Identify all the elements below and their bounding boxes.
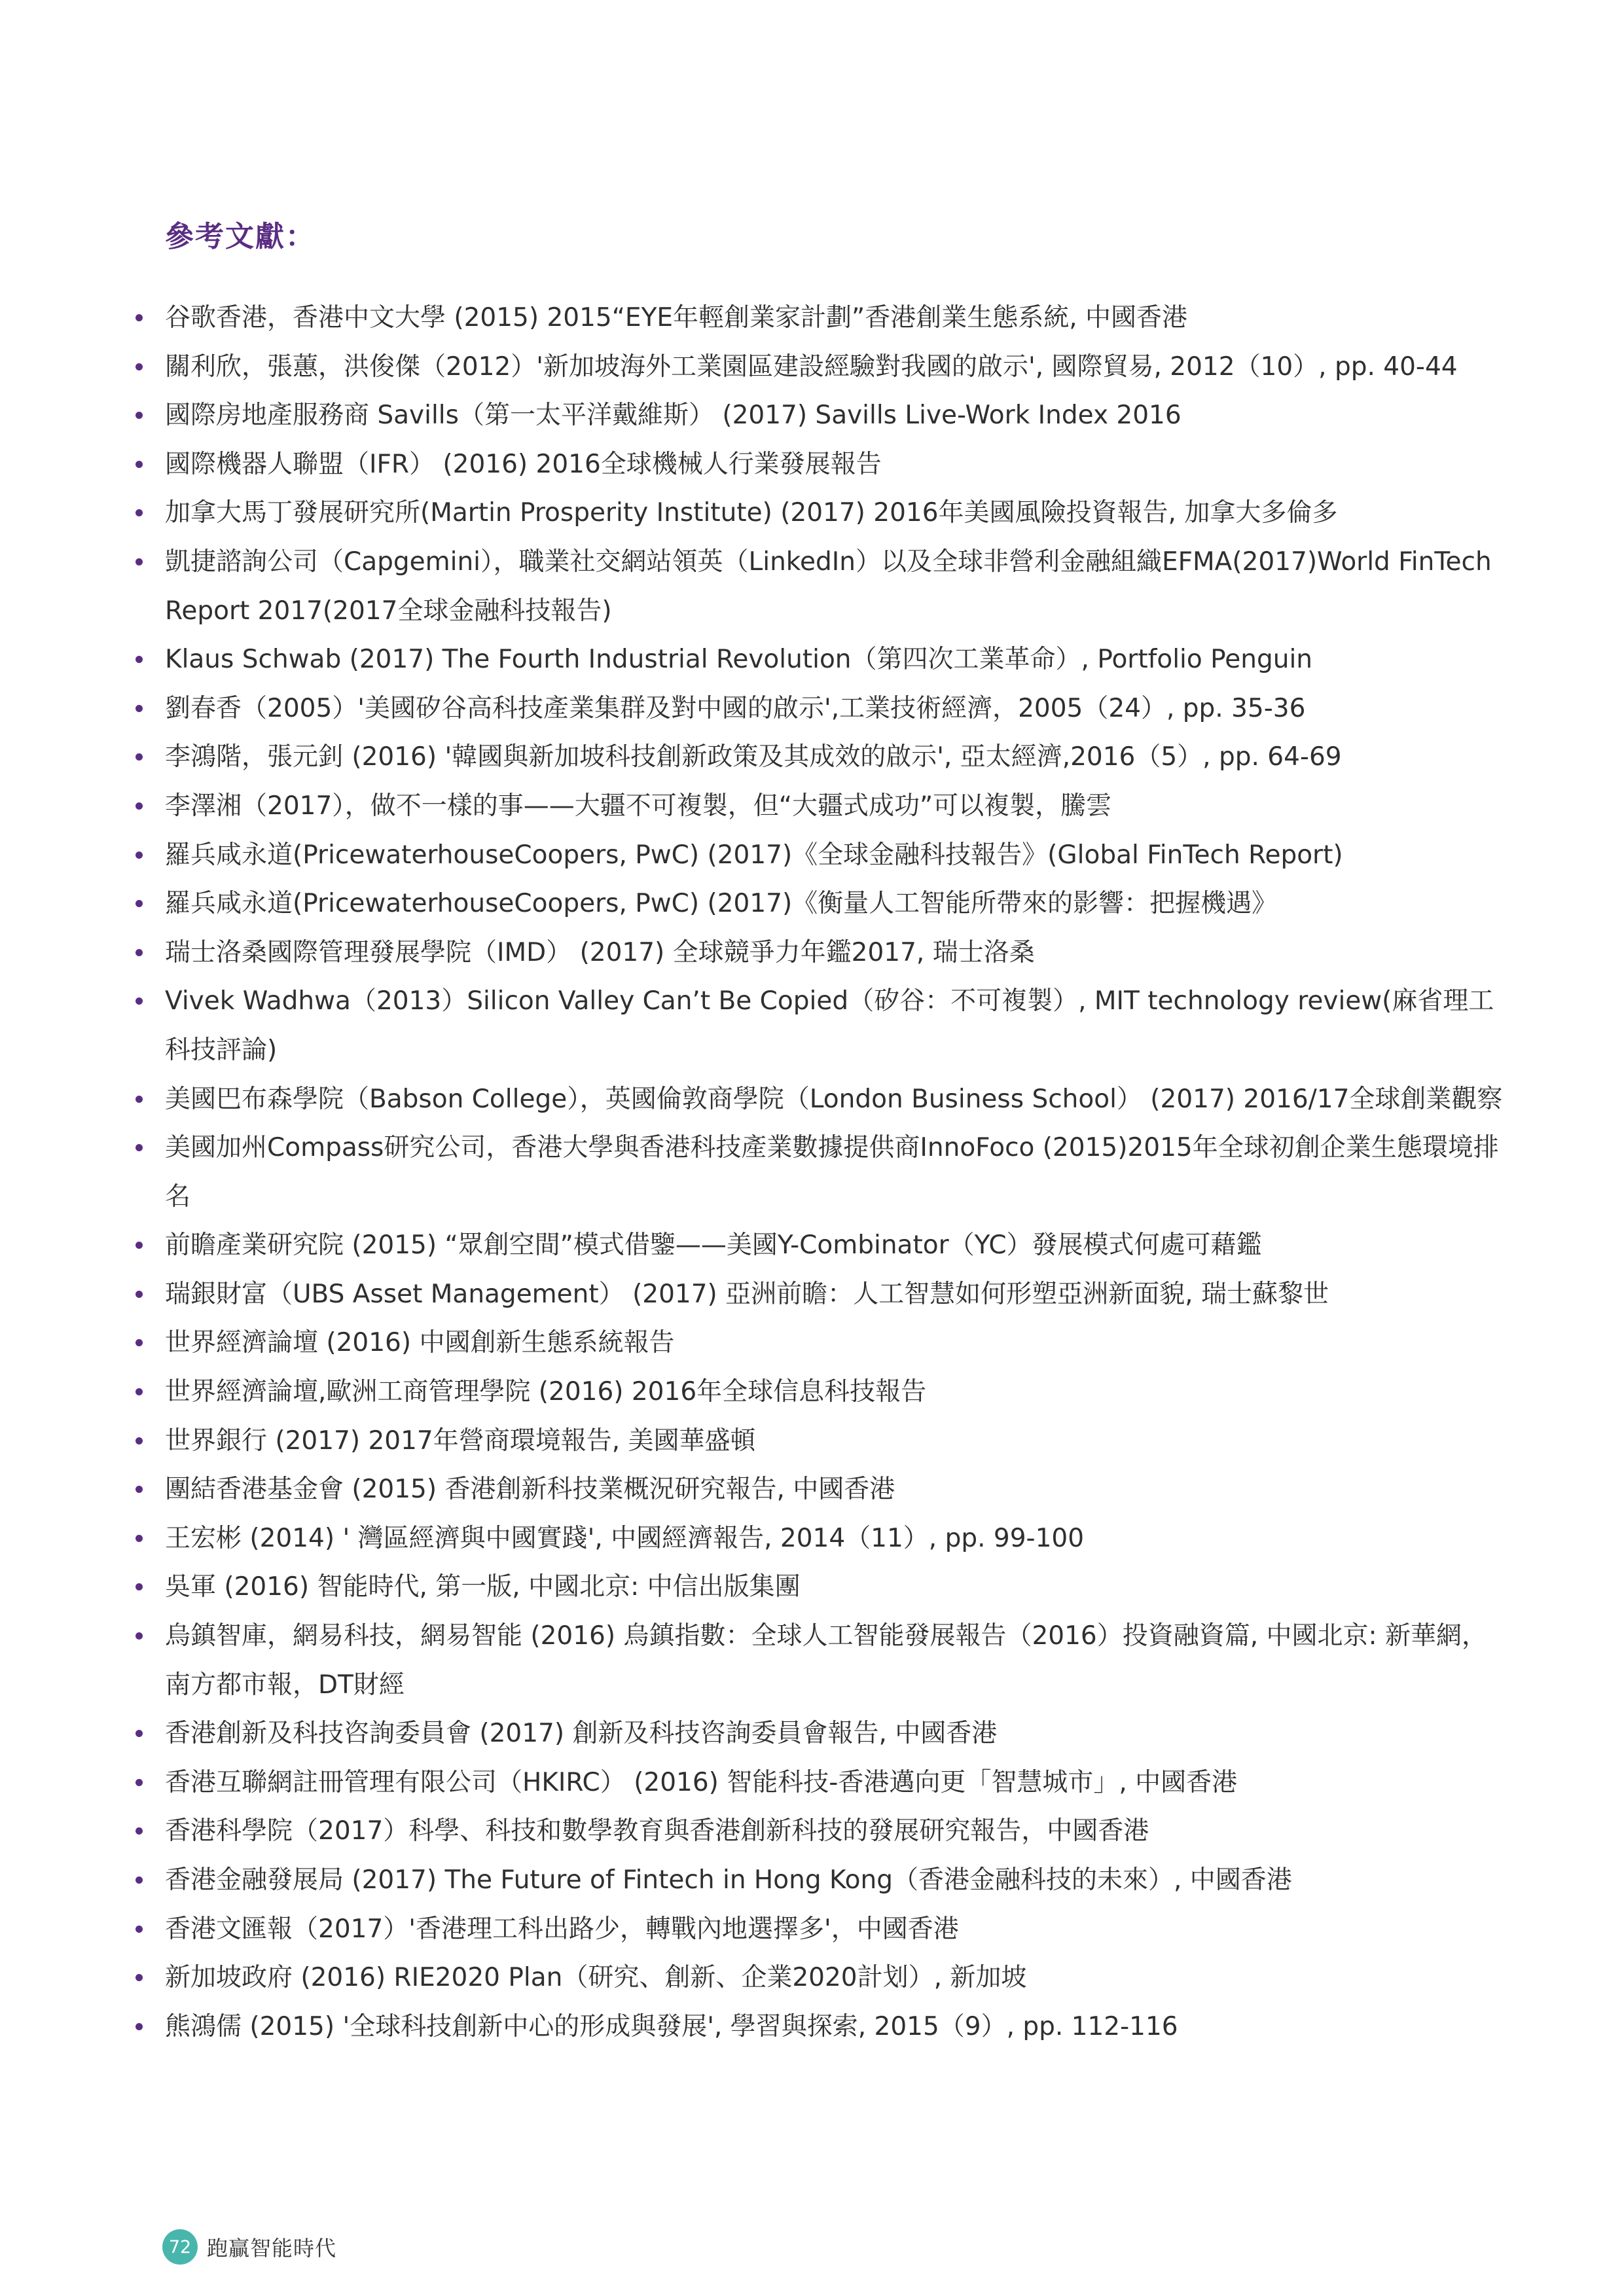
reference-text: 國際機器人聯盟（IFR） (2016) 2016全球機械人行業發展報告 bbox=[165, 449, 882, 479]
book-title: 跑贏智能時代 bbox=[207, 2236, 337, 2261]
bullet-icon bbox=[135, 656, 143, 663]
bullet-icon bbox=[135, 852, 143, 859]
reference-text: 香港創新及科技咨詢委員會 (2017) 創新及科技咨詢委員會報告, 中國香港 bbox=[165, 1719, 998, 1749]
reference-item bbox=[165, 343, 1507, 392]
reference-item bbox=[165, 685, 1507, 734]
reference-text: 前瞻產業研究院 (2015) “眾創空間”模式借鑒——美國Y-Combinator（YC）發展模式何處可藉鑑 bbox=[165, 1230, 1262, 1261]
reference-text: 羅兵咸永道(PricewaterhouseCoopers, PwC) (2017)《衡量人工智能所帶來的影響：把握機遇》 bbox=[165, 889, 1278, 919]
reference-text: 國際房地產服務商 Savills（第一太平洋戴維斯） (2017) Savills Live-Work Index 2016 bbox=[165, 401, 1182, 431]
reference-item bbox=[165, 733, 1507, 782]
bullet-icon bbox=[135, 949, 143, 956]
bullet-icon bbox=[135, 900, 143, 907]
reference-text: 李鴻階，張元釗 (2016) '韓國與新加坡科技創新政策及其成效的啟示', 亞太經濟,2016（5）, pp. 64-69 bbox=[165, 742, 1342, 772]
reference-text: 李澤湘（2017），做不一樣的事——大疆不可複製，但“大疆式成功”可以複製，騰雲 bbox=[165, 791, 1112, 821]
bullet-icon bbox=[135, 1926, 143, 1933]
bullet-icon bbox=[135, 509, 143, 516]
reference-text: Vivek Wadhwa（2013）Silicon Valley Can’t Be Copied（矽谷：不可複製）, MIT technology review(麻省理工科技評論) bbox=[165, 986, 1494, 1065]
bullet-icon bbox=[135, 1827, 143, 1835]
reference-text: 新加坡政府 (2016) RIE2020 Plan（研究、創新、企業2020計划）, 新加坡 bbox=[165, 1963, 1027, 1993]
reference-text: 香港互聯網註冊管理有限公司（HKIRC） (2016) 智能科技-香港邁向更「智慧城市」, 中國香港 bbox=[165, 1767, 1238, 1797]
reference-item bbox=[165, 1563, 1507, 1612]
reference-text: 烏鎮智庫，網易科技，網易智能 (2016) 烏鎮指數：全球人工智能發展報告（2016）投資融資篇, 中國北京: 新華網，南方都市報，DT財經 bbox=[165, 1621, 1488, 1700]
reference-item bbox=[165, 538, 1507, 636]
reference-item bbox=[165, 1759, 1507, 1808]
reference-item bbox=[165, 1270, 1507, 1319]
bullet-icon bbox=[135, 1974, 143, 1981]
reference-text: 團結香港基金會 (2015) 香港創新科技業概況研究報告, 中國香港 bbox=[165, 1475, 895, 1505]
bullet-icon bbox=[135, 1632, 143, 1640]
bullet-icon bbox=[135, 1437, 143, 1444]
reference-text: 吳軍 (2016) 智能時代, 第一版, 中國北京: 中信出版集團 bbox=[165, 1572, 801, 1602]
reference-text: 瑞銀財富（UBS Asset Management） (2017) 亞洲前瞻：人工智慧如何形塑亞洲新面貌, 瑞士蘇黎世 bbox=[165, 1279, 1329, 1309]
reference-item bbox=[165, 1856, 1507, 1905]
bullet-icon bbox=[135, 1486, 143, 1493]
bullet-icon bbox=[135, 412, 143, 419]
bullet-icon bbox=[135, 1535, 143, 1542]
reference-item bbox=[165, 1905, 1507, 1954]
bullet-icon bbox=[135, 1291, 143, 1298]
page-footer bbox=[162, 2228, 336, 2266]
reference-text: 香港科學院（2017）科學、科技和數學教育與香港創新科技的發展研究報告，中國香港 bbox=[165, 1816, 1149, 1846]
reference-item bbox=[165, 294, 1507, 343]
reference-text: 香港金融發展局 (2017) The Future of Fintech in Hong Kong（香港金融科技的未來）, 中國香港 bbox=[165, 1865, 1292, 1895]
reference-item bbox=[165, 1319, 1507, 1368]
reference-text: 世界銀行 (2017) 2017年營商環境報告, 美國華盛頓 bbox=[165, 1426, 756, 1456]
bullet-icon bbox=[135, 1339, 143, 1346]
reference-item bbox=[165, 1124, 1507, 1221]
reference-text: 世界經濟論壇 (2016) 中國創新生態系統報告 bbox=[165, 1328, 675, 1358]
bullet-icon bbox=[135, 1730, 143, 1737]
bullet-icon bbox=[135, 997, 143, 1005]
page-number-badge: 72 bbox=[162, 2229, 198, 2265]
reference-text: 劉春香（2005）'美國矽谷高科技產業集群及對中國的啟示',工業技術經濟，2005（24）, pp. 35-36 bbox=[165, 693, 1306, 723]
reference-text: 熊鴻儒 (2015) '全球科技創新中心的形成與發展', 學習與探索, 2015（9）, pp. 112-116 bbox=[165, 2011, 1178, 2041]
bullet-icon bbox=[135, 1144, 143, 1151]
reference-item bbox=[165, 1807, 1507, 1856]
bullet-icon bbox=[135, 2023, 143, 2030]
bullet-icon bbox=[135, 1096, 143, 1103]
reference-item bbox=[165, 1954, 1507, 2003]
reference-text: 瑞士洛桑國際管理發展學院（IMD） (2017) 全球競爭力年鑑2017, 瑞士洛桑 bbox=[165, 937, 1035, 967]
bullet-icon bbox=[135, 802, 143, 810]
bullet-icon bbox=[135, 1583, 143, 1590]
reference-item bbox=[165, 636, 1507, 685]
reference-item bbox=[165, 1710, 1507, 1759]
reference-text: 谷歌香港，香港中文大學 (2015) 2015“EYE年輕創業家計劃”香港創業生態系統, 中國香港 bbox=[165, 303, 1188, 332]
reference-item bbox=[165, 489, 1507, 538]
reference-text: 加拿大馬丁發展研究所(Martin Prosperity Institute) (2017) 2016年美國風險投資報告, 加拿大多倫多 bbox=[165, 498, 1338, 528]
reference-item bbox=[165, 391, 1507, 440]
reference-text: 王宏彬 (2014) ' 灣區經濟與中國實踐', 中國經濟報告, 2014（11）, pp. 99-100 bbox=[165, 1523, 1085, 1553]
reference-item bbox=[165, 1612, 1507, 1710]
reference-item bbox=[165, 1417, 1507, 1466]
reference-text: Klaus Schwab (2017) The Fourth Industrial Revolution（第四次工業革命）, Portfolio Penguin bbox=[165, 645, 1313, 675]
bullet-icon bbox=[135, 558, 143, 565]
reference-text: 羅兵咸永道(PricewaterhouseCoopers, PwC) (2017)《全球金融科技報告》(Global FinTech Report) bbox=[165, 840, 1343, 870]
reference-text: 凱捷諮詢公司（Capgemini），職業社交網站領英（LinkedIn）以及全球非營利金融組織EFMA(2017)World FinTech Report 2017(2017全球金融科技報告) bbox=[165, 547, 1492, 626]
reference-item bbox=[165, 1515, 1507, 1564]
bullet-icon bbox=[135, 753, 143, 761]
reference-item bbox=[165, 782, 1507, 831]
bullet-icon bbox=[135, 1242, 143, 1249]
reference-text: 關利欣，張蕙，洪俊傑（2012）'新加坡海外工業園區建設經驗對我國的啟示', 國際貿易, 2012（10）, pp. 40-44 bbox=[165, 351, 1458, 382]
references-heading: 參考文獻： bbox=[165, 220, 316, 253]
reference-list bbox=[165, 294, 1507, 2051]
bullet-icon bbox=[135, 1388, 143, 1395]
bullet-icon bbox=[135, 1876, 143, 1884]
reference-item bbox=[165, 1075, 1507, 1124]
reference-item bbox=[165, 1221, 1507, 1270]
reference-item bbox=[165, 880, 1507, 929]
bullet-icon bbox=[135, 314, 143, 321]
reference-item bbox=[165, 2003, 1507, 2052]
bullet-icon bbox=[135, 1779, 143, 1786]
reference-item bbox=[165, 1368, 1507, 1417]
reference-item bbox=[165, 831, 1507, 880]
bullet-icon bbox=[135, 705, 143, 712]
bullet-icon bbox=[135, 461, 143, 468]
reference-text: 世界經濟論壇,歐洲工商管理學院 (2016) 2016年全球信息科技報告 bbox=[165, 1377, 927, 1407]
reference-item bbox=[165, 977, 1507, 1075]
reference-item bbox=[165, 440, 1507, 490]
reference-item bbox=[165, 1465, 1507, 1515]
reference-item bbox=[165, 929, 1507, 978]
reference-text: 美國加州Compass研究公司，香港大學與香港科技產業數據提供商InnoFoco (2015)2015年全球初創企業生態環境排名 bbox=[165, 1133, 1499, 1211]
reference-text: 香港文匯報（2017）'香港理工科出路少，轉戰內地選擇多'，中國香港 bbox=[165, 1914, 959, 1944]
bullet-icon bbox=[135, 363, 143, 370]
reference-text: 美國巴布森學院（Babson College），英國倫敦商學院（London Business School） (2017) 2016/17全球創業觀察 bbox=[165, 1084, 1503, 1114]
